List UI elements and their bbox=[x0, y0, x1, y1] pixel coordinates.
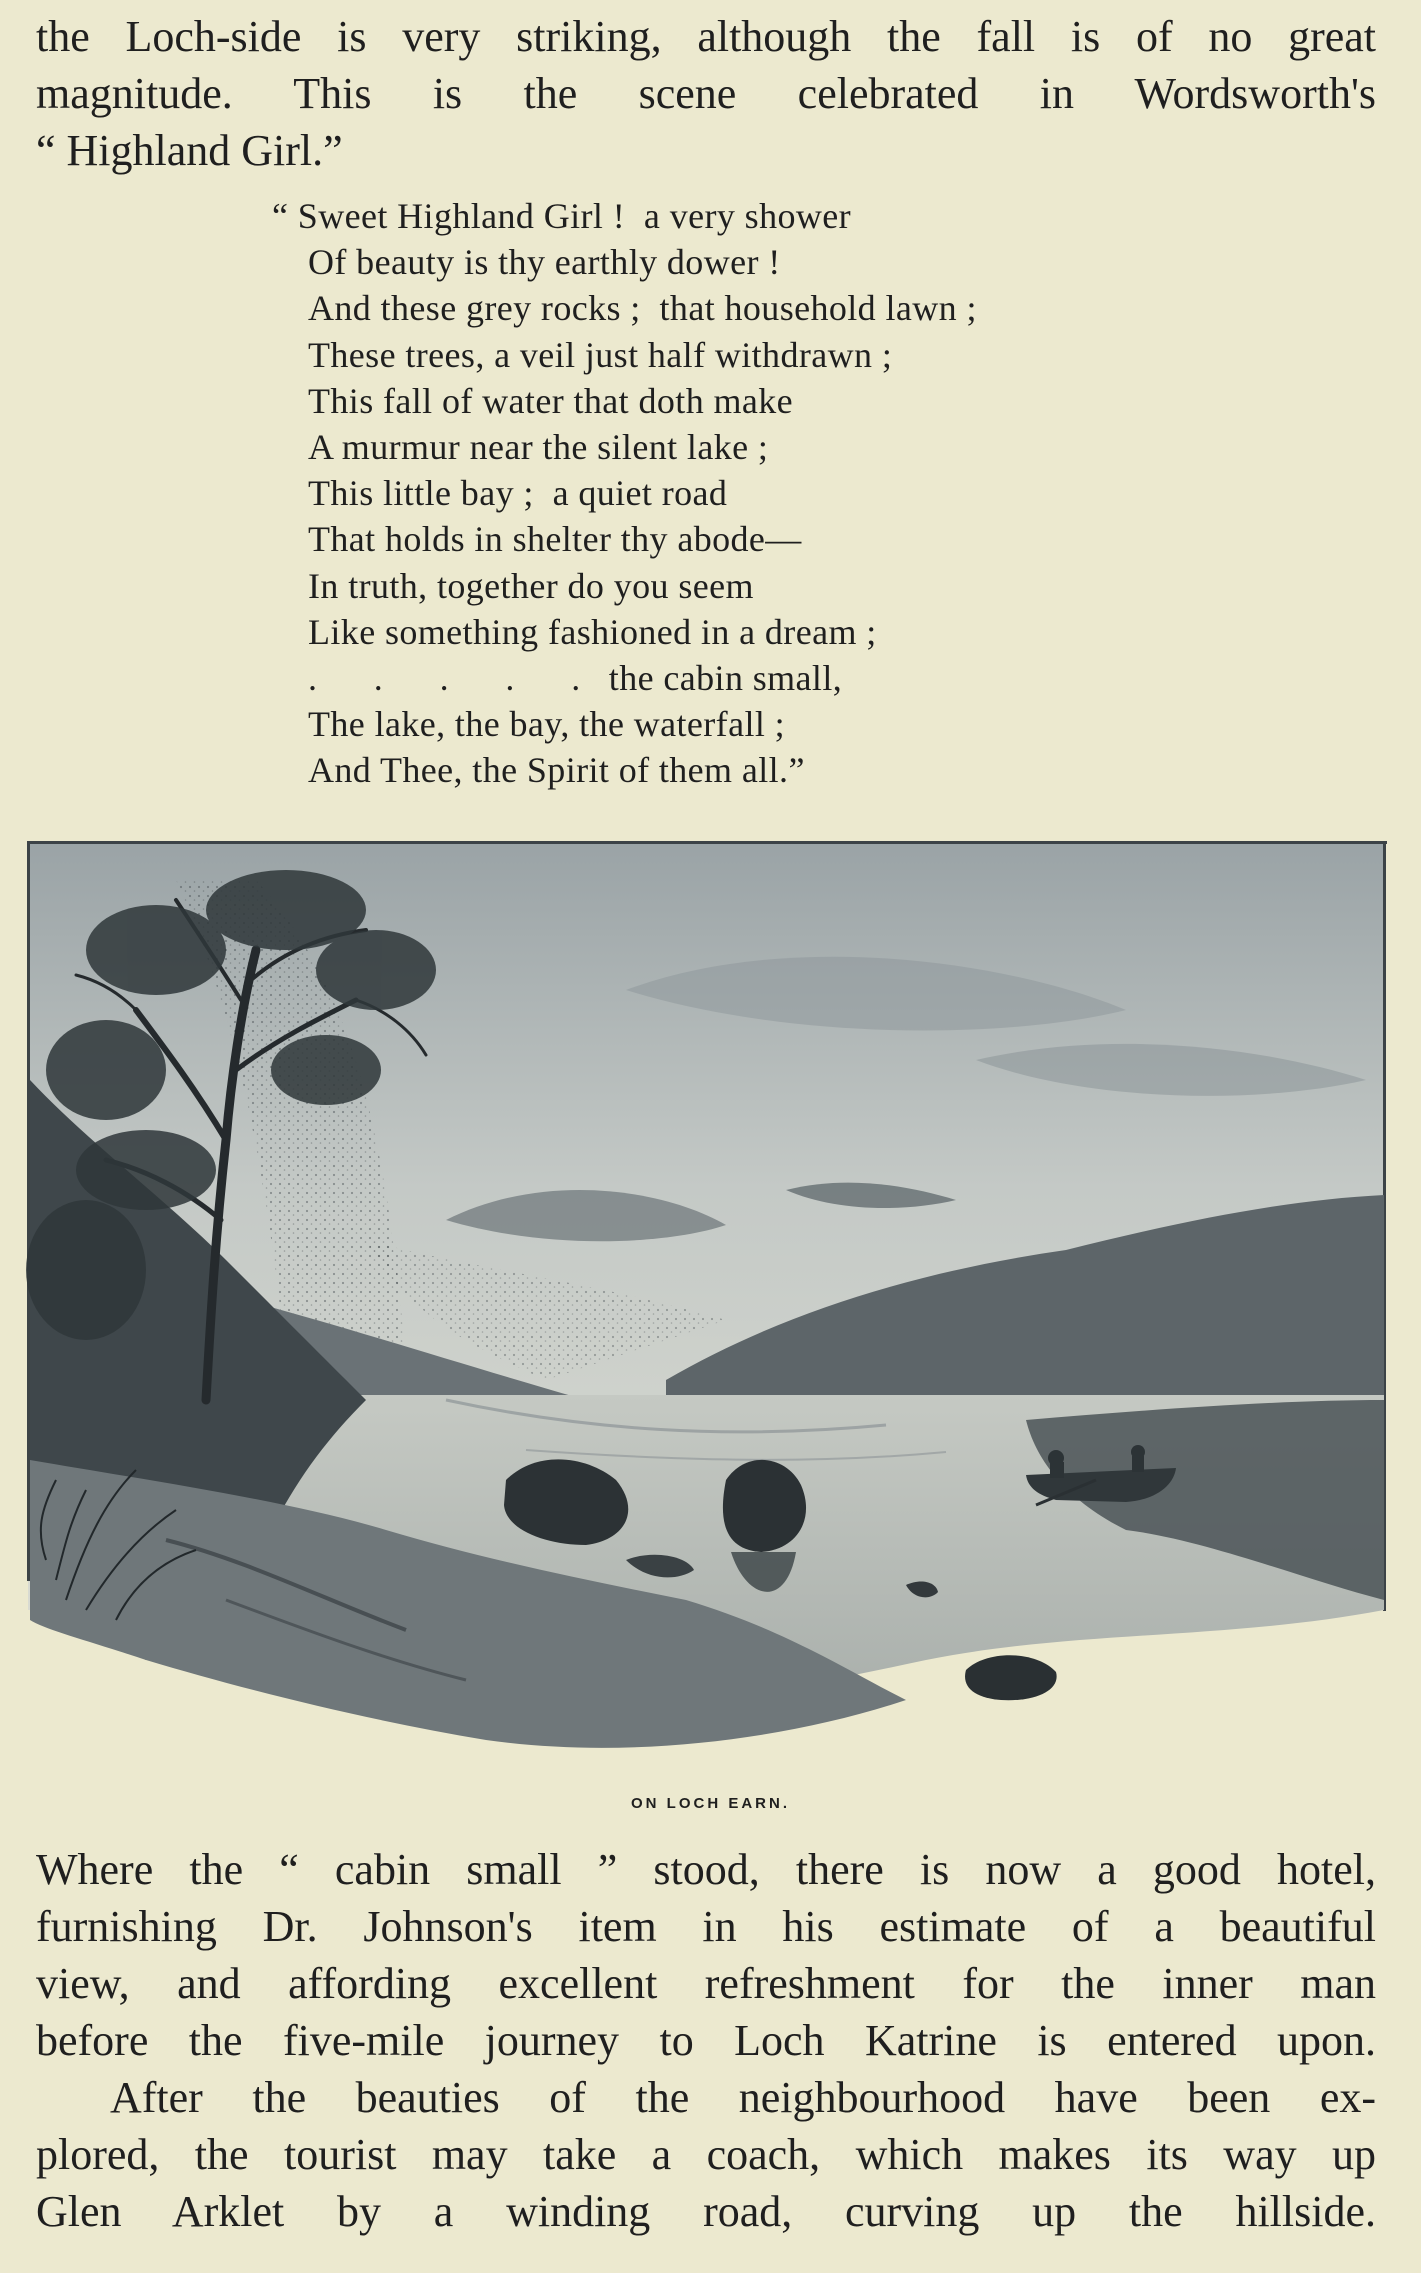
paragraph-line: furnishing Dr. Johnson's item in his estimate of a beautiful bbox=[36, 1902, 1376, 1951]
top-paragraph bbox=[36, 8, 1376, 179]
paragraph-line: view, and affording excellent refreshment for the inner man bbox=[36, 1959, 1376, 2008]
bottom-paragraph-1 bbox=[36, 1841, 1376, 2069]
loch-earn-illustration bbox=[26, 840, 1388, 1775]
poem-line: And Thee, the Spirit of them all.” bbox=[308, 750, 805, 791]
poem-line: That holds in shelter thy abode— bbox=[308, 519, 802, 560]
poem-line: The lake, the bay, the waterfall ; bbox=[308, 704, 786, 745]
paragraph-line: Glen Arklet by a winding road, curving up the hillside. bbox=[36, 2187, 1376, 2236]
paragraph-line: the Loch-side is very striking, although the fall is of no great bbox=[36, 12, 1376, 61]
poem-line: Like something fashioned in a dream ; bbox=[308, 611, 877, 652]
paragraph-line: “ Highland Girl.” bbox=[36, 126, 343, 175]
paragraph-line: plored, the tourist may take a coach, which makes its way up bbox=[36, 2130, 1376, 2179]
poem-line: A murmur near the silent lake ; bbox=[308, 427, 769, 468]
paragraph-line: magnitude. This is the scene celebrated in Wordsworth's bbox=[36, 69, 1376, 118]
poem-line: Of beauty is thy earthly dower ! bbox=[308, 242, 781, 283]
poem-line: “ Sweet Highland Girl ! a very shower bbox=[272, 196, 852, 236]
paragraph-line: After the beauties of the neighbourhood have been ex- bbox=[110, 2073, 1376, 2122]
rock bbox=[965, 1655, 1057, 1700]
poem-line: In truth, together do you seem bbox=[308, 565, 754, 606]
poem-line: And these grey rocks ; that household lawn ; bbox=[308, 288, 977, 329]
paragraph-line: before the five-mile journey to Loch Katrine is entered upon. bbox=[36, 2016, 1376, 2065]
poem-line: These trees, a veil just half withdrawn ; bbox=[308, 334, 893, 375]
poem-line: This little bay ; a quiet road bbox=[308, 473, 728, 514]
paragraph-line: Where the “ cabin small ” stood, there is now a good hotel, bbox=[36, 1845, 1376, 1894]
poem-quotation bbox=[272, 193, 977, 794]
poem-line: . . . . . the cabin small, bbox=[308, 658, 843, 699]
bottom-paragraph-2 bbox=[36, 2069, 1376, 2240]
illustration-caption: ON LOCH EARN. bbox=[631, 1795, 790, 1812]
poem-line: This fall of water that doth make bbox=[308, 380, 794, 421]
